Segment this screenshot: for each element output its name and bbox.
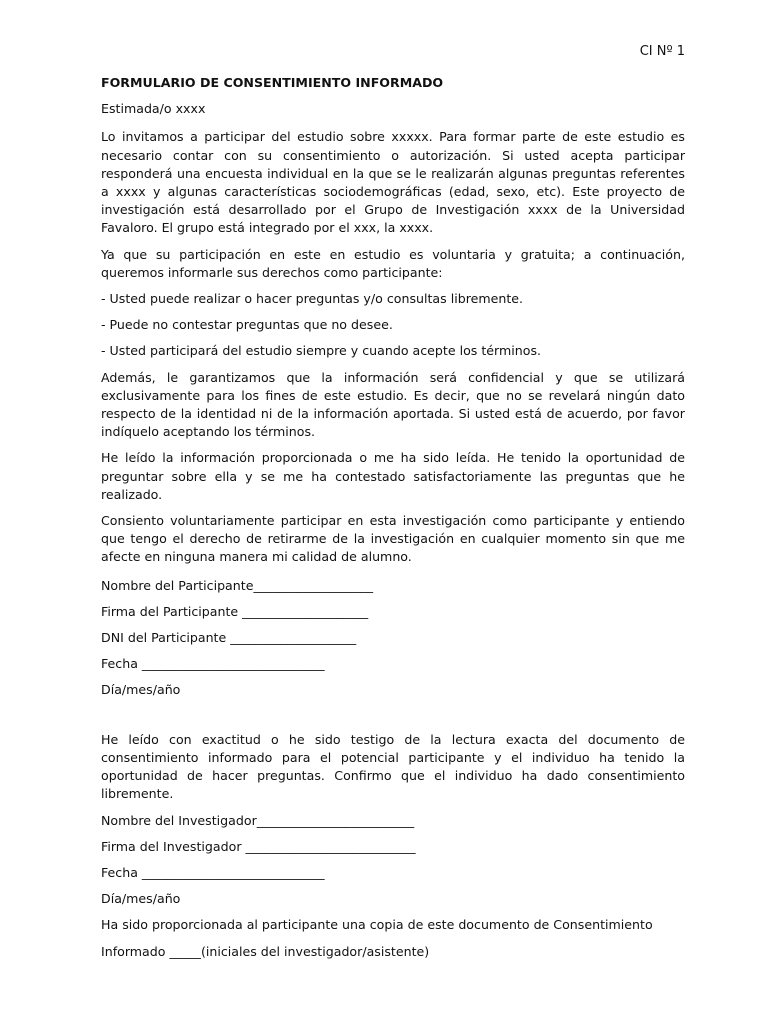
investigator-signature-field: Firma del Investigador ___________________________ (101, 838, 416, 854)
intro-paragraph: Lo invitamos a participar del estudio sobre xxxxx. Para formar parte de este estudio es necesario contar con su consentimiento o autorización. Si usted acepta participar responderá una encuesta individual en la que se le realizarán algunas preguntas referentes a xxxx y algunas características sociodemográficas (edad, sexo, etc). Este proyecto de investigación está desarrollado por el Grupo de Investigación xxxx de la Universidad Favaloro. El grupo está integrado por el xxx, la xxxx. (101, 129, 685, 236)
copy-note: Ha sido proporcionada al participante una copia de este documento de Consentimiento (101, 917, 653, 933)
document-title: FORMULARIO DE CONSENTIMIENTO INFORMADO (101, 75, 444, 90)
investigator-date-field: Fecha _____________________________ (101, 864, 325, 880)
right-item-questions: - Usted puede realizar o hacer preguntas y/o consultas libremente. (101, 291, 524, 307)
participant-signature-field: Firma del Participante ____________________ (101, 603, 369, 619)
participant-name-field: Nombre del Participante___________________ (101, 577, 374, 593)
right-item-no-answer: - Puede no contestar preguntas que no desee. (101, 317, 393, 333)
rights-paragraph: Ya que su participación en este en estudio es voluntaria y gratuita; a continuación, queremos informarle sus derechos como participante: (101, 246, 685, 280)
witness-paragraph: He leído con exactitud o he sido testigo de la lectura exacta del documento de consentimiento informado para el potencial participante y el individuo ha tenido la oportunidad de hacer preguntas. Confirmo que el individuo ha dado consentimiento libremente. (101, 731, 685, 802)
read-acknowledgment-paragraph: He leído la información proporcionada o me ha sido leída. He tenido la oportunidad de preguntar sobre ella y se me ha contestado satisfactoriamente las preguntas que he realizado. (101, 450, 685, 502)
participant-dni-field: DNI del Participante ____________________ (101, 630, 357, 646)
participant-date-format: Día/mes/año (101, 682, 181, 698)
document-code: CI Nº 1 (639, 44, 685, 59)
document-body (101, 74, 685, 961)
consent-paragraph: Consiento voluntariamente participar en esta investigación como participante y entiendo que tengo el derecho de retirarme de la investigación en cualquier momento sin que me afecte en ninguna manera mi calidad de alumno. (101, 513, 685, 565)
greeting: Estimada/o xxxx (101, 101, 206, 117)
investigator-name-field: Nombre del Investigador_________________________ (101, 812, 415, 828)
participant-date-field: Fecha _____________________________ (101, 656, 325, 672)
right-item-terms: - Usted participará del estudio siempre y cuando acepte los términos. (101, 343, 542, 359)
investigator-date-format: Día/mes/año (101, 891, 181, 907)
section-spacer (101, 700, 685, 731)
initials-line: Informado _____(iniciales del investigador/asistente) (101, 943, 430, 959)
confidentiality-paragraph: Además, le garantizamos que la información será confidencial y que se utilizará exclusivamente para los fines de este estudio. Es decir, que no se revelará ningún dato respecto de la identidad ni de la información aportada. Si usted está de acuerdo, por favor indíquelo aceptando los términos. (101, 369, 685, 440)
